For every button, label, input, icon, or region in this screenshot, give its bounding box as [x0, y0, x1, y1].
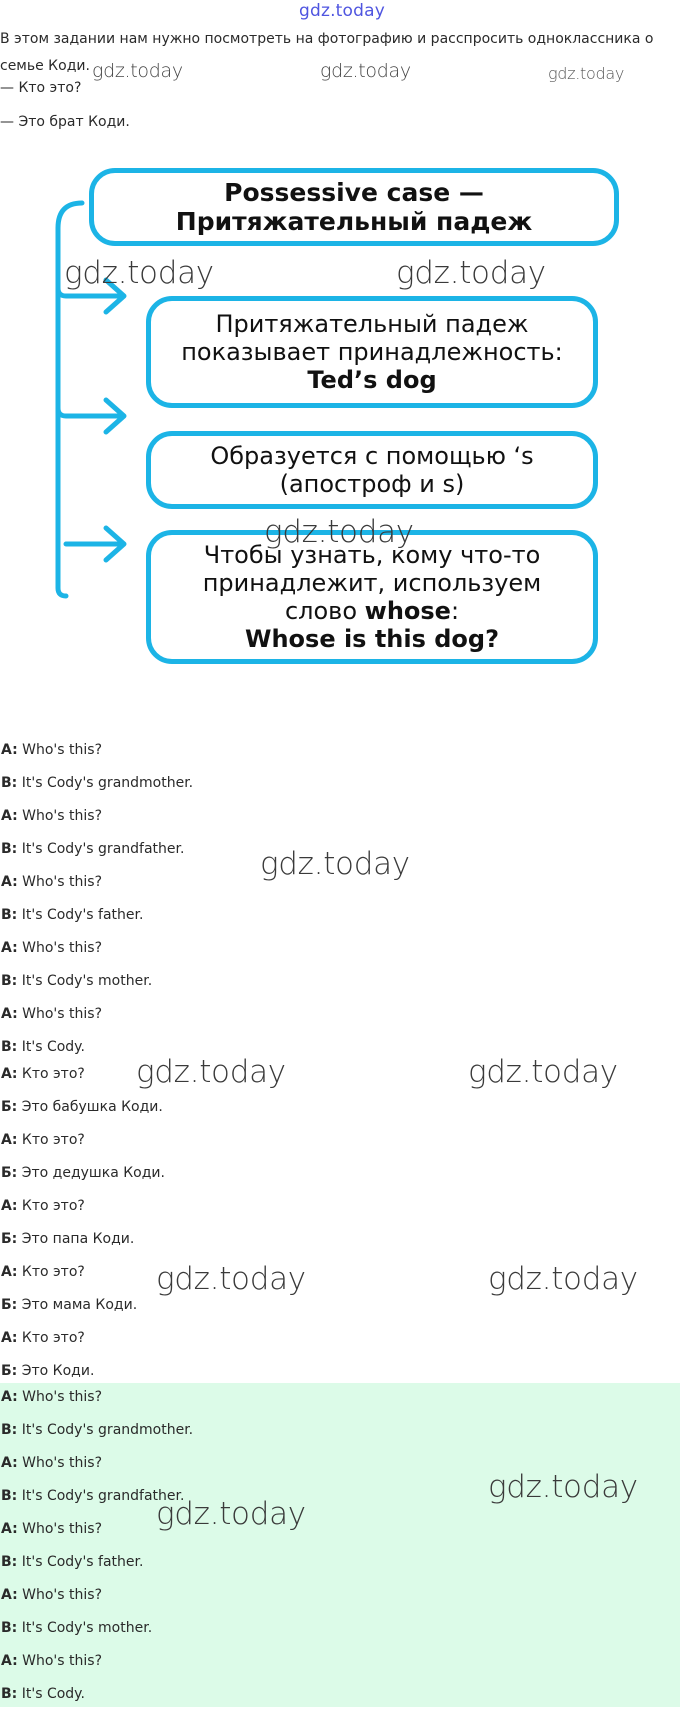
dialogue-line	[0, 1223, 680, 1256]
speaker-label: B:	[1, 1488, 18, 1504]
speaker-label: А:	[1, 1198, 18, 1214]
speaker-label: B:	[1, 775, 18, 791]
dialogue-text: Who's this?	[17, 940, 103, 956]
watermark: gdz.today	[548, 64, 625, 83]
dialogue-text: Who's this?	[17, 1455, 103, 1471]
dialogue-text: Кто это?	[17, 1264, 85, 1280]
speaker-label: A:	[1, 1389, 18, 1405]
box-meaning-text: Притяжательный падеж показывает принадлежность:	[181, 310, 563, 366]
box-meaning-content	[163, 310, 581, 394]
dialogue-english-repeat	[0, 1381, 680, 1711]
dialogue-text: It's Cody.	[17, 1039, 85, 1055]
intro-text: В этом задании нам нужно посмотреть на фотографию и расспросить одноклассника о семье Коди.	[0, 31, 654, 74]
speaker-label: B:	[1, 1554, 18, 1570]
dialogue-line	[0, 998, 680, 1031]
speaker-label: B:	[1, 1039, 18, 1055]
dialogue-text: It's Cody's grandmother.	[17, 775, 194, 791]
dialogue-line	[0, 1381, 680, 1414]
dialogue-text: Who's this?	[17, 874, 103, 890]
diagram-box-formation	[146, 431, 598, 509]
speaker-label: А:	[1, 1264, 18, 1280]
box-whose-word: whose	[364, 597, 451, 625]
dialogue-line	[0, 932, 680, 965]
dialogue-text: Кто это?	[17, 1330, 85, 1346]
speaker-label: A:	[1, 808, 18, 824]
possessive-case-diagram	[0, 150, 680, 670]
diagram-heading: Possessive case — Притяжательный падеж	[175, 178, 533, 236]
dialogue-text: Это бабушка Коди.	[17, 1099, 163, 1115]
watermark: gdz.today	[156, 1496, 306, 1532]
dialogue-line	[0, 734, 680, 767]
speaker-label: А:	[1, 1330, 18, 1346]
dialogue-line	[0, 1091, 680, 1124]
watermark: gdz.today	[488, 1261, 638, 1297]
diagram-heading-box	[89, 168, 619, 246]
speaker-label: B:	[1, 973, 18, 989]
watermark: gdz.today	[64, 255, 214, 291]
box-formation-text: Образуется с помощью ‘s (апостроф и s)	[210, 442, 534, 498]
speaker-label: Б:	[1, 1231, 18, 1247]
dialogue-text: Who's this?	[17, 1389, 103, 1405]
watermark: gdz.today	[320, 60, 411, 82]
dialogue-text: Who's this?	[17, 1521, 103, 1537]
speaker-label: A:	[1, 742, 18, 758]
dialogue-line	[0, 899, 680, 932]
dialogue-line	[0, 1546, 680, 1579]
speaker-label: B:	[1, 841, 18, 857]
speaker-label: Б:	[1, 1099, 18, 1115]
dialogue-text: Who's this?	[17, 1653, 103, 1669]
dialogue-text: Это мама Коди.	[17, 1297, 138, 1313]
dialogue-line	[0, 1157, 680, 1190]
dialogue-line	[0, 1513, 680, 1546]
watermark: gdz.today	[488, 1469, 638, 1505]
dialogue-text: It's Cody's father.	[17, 907, 144, 923]
dialogue-text: It's Cody's grandfather.	[17, 1488, 185, 1504]
speaker-label: A:	[1, 1587, 18, 1603]
dialogue-line	[0, 965, 680, 998]
arrow-2	[58, 400, 124, 432]
site-logo[interactable]: gdz.today	[298, 1, 386, 21]
speaker-label: A:	[1, 1006, 18, 1022]
speaker-label: Б:	[1, 1297, 18, 1313]
watermark: gdz.today	[156, 1261, 306, 1297]
dialogue-line	[0, 1645, 680, 1678]
speaker-label: B:	[1, 1686, 18, 1702]
dialogue-text: It's Cody's father.	[17, 1554, 144, 1570]
dialogue-line	[0, 1414, 680, 1447]
dialogue-text: Кто это?	[17, 1066, 85, 1082]
dialogue-text: Это папа Коди.	[17, 1231, 135, 1247]
speaker-label: А:	[1, 1066, 18, 1082]
example-question: — Кто это?	[0, 80, 82, 96]
dialogue-text: It's Cody's grandmother.	[17, 1422, 194, 1438]
speaker-label: A:	[1, 1455, 18, 1471]
arrow-3	[66, 528, 124, 560]
dialogue-text: Who's this?	[17, 1587, 103, 1603]
speaker-label: Б:	[1, 1165, 18, 1181]
dialogue-text: It's Cody's mother.	[17, 973, 153, 989]
speaker-label: A:	[1, 1521, 18, 1537]
speaker-label: B:	[1, 907, 18, 923]
dialogue-text: Who's this?	[17, 742, 103, 758]
dialogue-line	[0, 1124, 680, 1157]
diagram-box-whose	[146, 530, 598, 664]
dialogue-text: Кто это?	[17, 1198, 85, 1214]
watermark: gdz.today	[136, 1054, 286, 1090]
speaker-label: A:	[1, 874, 18, 890]
speaker-label: A:	[1, 940, 18, 956]
dialogue-text: It's Cody's mother.	[17, 1620, 153, 1636]
speaker-label: B:	[1, 1620, 18, 1636]
dialogue-english	[0, 734, 680, 1064]
dialogue-text: It's Cody.	[17, 1686, 85, 1702]
watermark: gdz.today	[396, 255, 546, 291]
dialogue-russian	[0, 1058, 680, 1388]
box-whose-text: Чтобы узнать, кому что-то принадлежит, используем слово	[202, 541, 542, 625]
dialogue-line	[0, 1612, 680, 1645]
dialogue-line	[0, 1579, 680, 1612]
watermark: gdz.today	[260, 846, 410, 882]
speaker-label: B:	[1, 1422, 18, 1438]
dialogue-text: Кто это?	[17, 1132, 85, 1148]
dialogue-line	[0, 1190, 680, 1223]
watermark: gdz.today	[264, 514, 414, 550]
dialogue-text: Это Коди.	[17, 1363, 95, 1379]
example-answer: — Это брат Коди.	[0, 114, 130, 130]
dialogue-line	[0, 767, 680, 800]
box-whose-colon: :	[450, 597, 460, 625]
watermark: gdz.today	[92, 60, 183, 82]
dialogue-text: Who's this?	[17, 808, 103, 824]
dialogue-text: Who's this?	[17, 1006, 103, 1022]
watermark: gdz.today	[468, 1054, 618, 1090]
dialogue-text: Это дедушка Коди.	[17, 1165, 165, 1181]
speaker-label: A:	[1, 1653, 18, 1669]
dialogue-line	[0, 1322, 680, 1355]
speaker-label: А:	[1, 1132, 18, 1148]
diagram-box-meaning	[146, 296, 598, 408]
dialogue-line	[0, 1678, 680, 1711]
dialogue-text: It's Cody's grandfather.	[17, 841, 185, 857]
dialogue-line	[0, 800, 680, 833]
box-whose-example: Whose is this dog?	[244, 625, 500, 653]
speaker-label: Б:	[1, 1363, 18, 1379]
box-meaning-example: Ted’s dog	[307, 366, 437, 394]
box-whose-content	[163, 541, 581, 653]
